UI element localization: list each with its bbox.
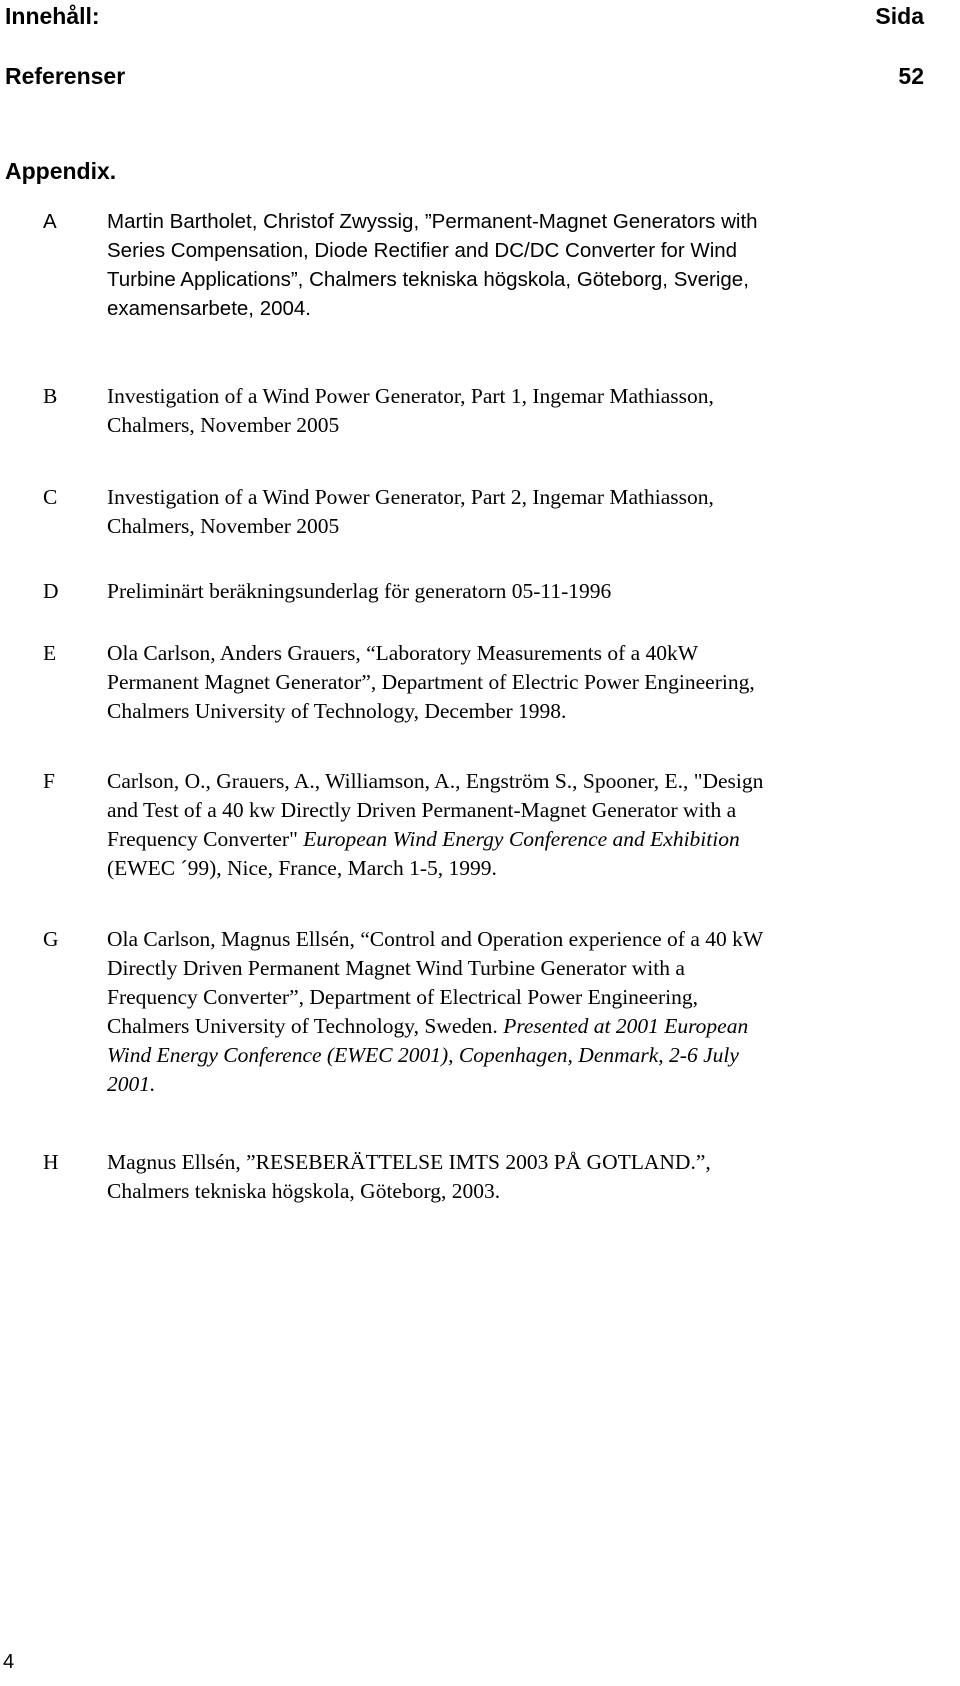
contents-header	[5, 2, 924, 30]
page-column-label: Sida	[875, 3, 924, 29]
reference-line-normal: Chalmers University of Technology, Sweden.	[107, 1014, 504, 1038]
reference-line-italic: Presented at 2001 European	[503, 1014, 749, 1038]
reference-line: Preliminärt beräkningsunderlag för generatorn 05-11-1996	[107, 579, 612, 603]
reference-line-normal: Frequency Converter"	[107, 827, 304, 851]
reference-line: Wind Energy Conference (EWEC 2001), Copenhagen, Denmark, 2-6 July	[107, 1043, 739, 1067]
reference-line: 2001.	[107, 1072, 156, 1096]
reference-line: (EWEC ´99), Nice, France, March 1-5, 1999.	[107, 856, 497, 880]
references-row	[5, 62, 924, 90]
reference-line: examensarbete, 2004.	[107, 297, 311, 320]
reference-letter: B	[43, 384, 58, 408]
reference-line: Permanent Magnet Generator”, Department of Electric Power Engineering,	[107, 670, 755, 694]
reference-text	[107, 1148, 927, 1206]
reference-line: Chalmers tekniska högskola, Göteborg, 2003.	[107, 1179, 501, 1203]
reference-text	[107, 382, 927, 440]
reference-line: Investigation of a Wind Power Generator, Part 1, Ingemar Mathiasson,	[107, 384, 714, 408]
reference-line: Ola Carlson, Magnus Ellsén, “Control and Operation experience of a 40 kW	[107, 927, 764, 951]
reference-text	[107, 483, 927, 541]
reference-line: Chalmers, November 2005	[107, 413, 340, 437]
reference-line: Magnus Ellsén, ”RESEBERÄTTELSE IMTS 2003 PÅ GOTLAND.”,	[107, 1150, 711, 1174]
reference-line	[107, 825, 927, 854]
reference-line: Ola Carlson, Anders Grauers, “Laboratory Measurements of a 40kW	[107, 641, 699, 665]
reference-letter: H	[43, 1150, 59, 1174]
reference-text	[107, 577, 927, 606]
reference-line: and Test of a 40 kw Directly Driven Permanent-Magnet Generator with a	[107, 798, 737, 822]
reference-text	[107, 767, 927, 883]
reference-letter: F	[43, 769, 55, 793]
reference-line: Chalmers University of Technology, December 1998.	[107, 699, 567, 723]
reference-line: Turbine Applications”, Chalmers tekniska högskola, Göteborg, Sverige,	[107, 268, 749, 291]
reference-line: Chalmers, November 2005	[107, 514, 340, 538]
reference-letter: C	[43, 485, 58, 509]
reference-line: Carlson, O., Grauers, A., Williamson, A., Engström S., Spooner, E., "Design	[107, 769, 764, 793]
reference-line: Series Compensation, Diode Rectifier and DC/DC Converter for Wind	[107, 239, 738, 262]
footer-page-number: 4	[3, 1651, 15, 1673]
reference-letter: D	[43, 579, 59, 603]
reference-line: Martin Bartholet, Christof Zwyssig, ”Permanent-Magnet Generators with	[107, 210, 758, 233]
reference-text	[107, 207, 927, 323]
appendix-label: Appendix.	[5, 158, 117, 184]
reference-letter: A	[43, 210, 57, 233]
references-label: Referenser	[5, 63, 126, 89]
appendix-heading	[5, 157, 924, 185]
reference-line	[107, 1012, 927, 1041]
reference-line: Directly Driven Permanent Magnet Wind Turbine Generator with a	[107, 956, 685, 980]
reference-letter: G	[43, 927, 59, 951]
reference-line-italic: European Wind Energy Conference and Exhibition	[303, 827, 740, 851]
reference-line: Investigation of a Wind Power Generator, Part 2, Ingemar Mathiasson,	[107, 485, 714, 509]
reference-text	[107, 925, 927, 1099]
reference-text	[107, 639, 927, 726]
contents-label: Innehåll:	[5, 3, 100, 29]
reference-letter: E	[43, 641, 57, 665]
references-page-number: 52	[898, 63, 924, 89]
reference-line: Frequency Converter”, Department of Electrical Power Engineering,	[107, 985, 699, 1009]
